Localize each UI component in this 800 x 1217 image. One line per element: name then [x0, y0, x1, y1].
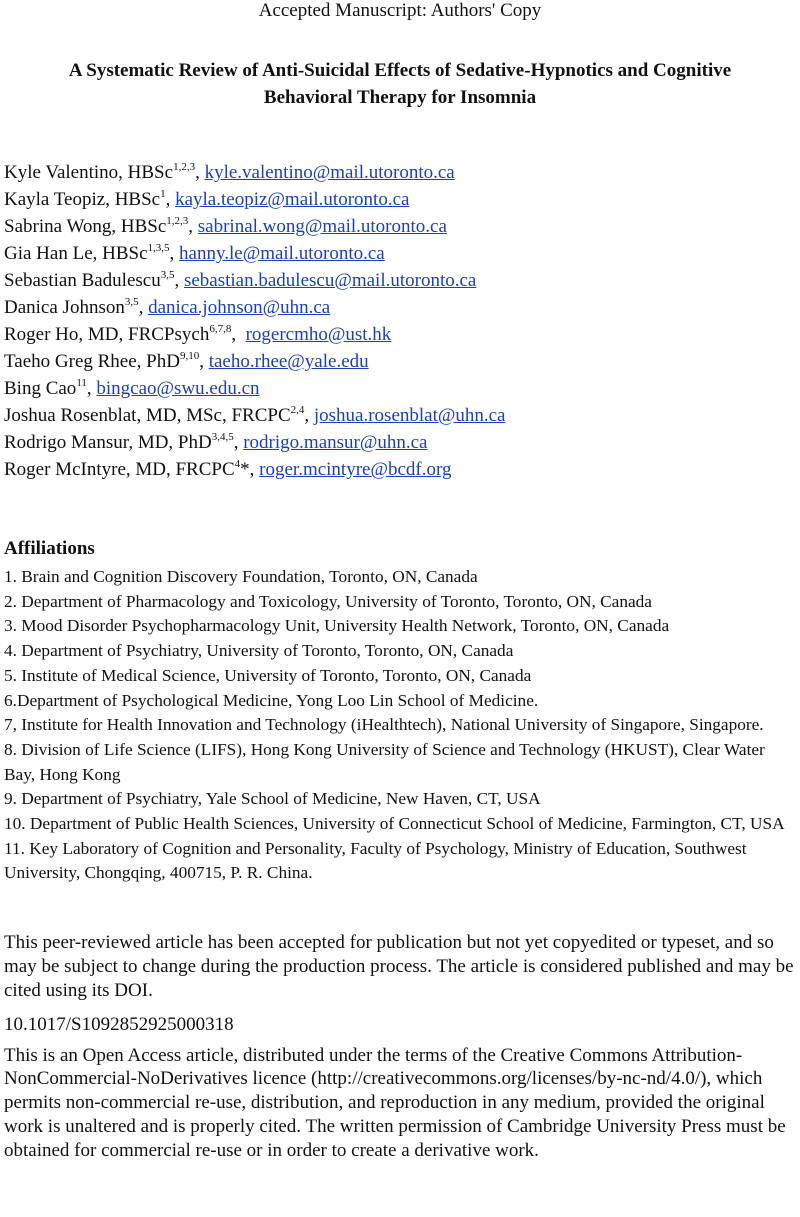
affiliation-item: 1. Brain and Cognition Discovery Foundation, Toronto, ON, Canada: [4, 567, 478, 586]
author-email-link[interactable]: kyle.valentino@mail.utoronto.ca: [204, 162, 455, 183]
author-affiliation-sup: 11: [76, 376, 87, 389]
author-entry: Kyle Valentino, HBSc$^{1,2,3}$, kyle.valentino@mail.utoronto.ca: [4, 160, 455, 183]
author-name: Kayla Teopiz, HBSc: [4, 189, 161, 210]
author-affiliation-sup: 9,10: [179, 349, 200, 362]
author-entry: Sabrina Wong, HBSc$^{1,2,3}$, sabrinal.wong@mail.utoronto.ca: [4, 214, 447, 237]
author-entry: Roger McIntyre, MD, FRCPC$^4$*, roger.mcintyre@bcdf.org: [4, 457, 452, 480]
author-name: Sabrina Wong, HBSc: [4, 216, 167, 237]
author-name: Roger Ho, MD, FRCPsych: [4, 324, 210, 345]
author-email-link[interactable]: roger.mcintyre@bcdf.org: [259, 459, 452, 480]
author-name: Joshua Rosenblat, MD, MSc, FRCPC: [4, 405, 291, 426]
affiliation-item: 2. Department of Pharmacology and Toxicology, University of Toronto, Toronto, ON, Canada: [4, 591, 652, 611]
author-email-link[interactable]: rodrigo.mansur@uhn.ca: [243, 432, 428, 453]
author-affiliation-sup: 3,4,5: [211, 430, 234, 443]
author-name: Taeho Greg Rhee, PhD: [4, 351, 180, 372]
author-email-link[interactable]: kayla.teopiz@mail.utoronto.ca: [175, 189, 410, 210]
author-list: [4, 159, 800, 483]
author-entry: Roger Ho, MD, FRCPsych$^{6,7,8}$, rogercmho@ust.hk: [4, 322, 392, 345]
license-statement: This is an Open Access article, distributed under the terms of the Creative Commons Attribution-NonCommercial-NoDerivatives licence (http://creativecommons.org/licenses/by-nc-nd/4.0/), which permits non-commercial re-use, distribution, and reproduction in any medium, provided the original work is unaltered and is properly cited. The written permission of Cambridge University Press must be obtained for commercial re-use or in order to create a derivative work.: [4, 1044, 786, 1161]
affiliation-item: 6.Department of Psychological Medicine, Yong Loo Lin School of Medicine.: [4, 690, 539, 710]
author-email-link[interactable]: danica.johnson@uhn.ca: [148, 297, 331, 318]
author-entry: Rodrigo Mansur, MD, PhD$^{3,4,5}$, rodrigo.mansur@uhn.ca: [4, 430, 428, 453]
author-name: Roger McIntyre, MD, FRCPC: [4, 459, 235, 480]
affiliation-item: 4. Department of Psychiatry, University of Toronto, Toronto, ON, Canada: [4, 641, 514, 661]
author-entry: Kayla Teopiz, HBSc$^1$, kayla.teopiz@mail.utoronto.ca: [4, 187, 410, 210]
author-name: Gia Han Le, HBSc: [4, 243, 148, 264]
author-entry: Danica Johnson$^{3,5}$, danica.johnson@uhn.ca: [4, 295, 331, 318]
affiliation-item: 5. Institute of Medical Science, University of Toronto, Toronto, ON, Canada: [4, 665, 532, 685]
author-affiliation-sup: 3,5: [124, 295, 139, 308]
affiliation-item: 9. Department of Psychiatry, Yale School of Medicine, New Haven, CT, USA: [4, 789, 541, 809]
affiliation-item: 3. Mood Disorder Psychopharmacology Unit, University Health Network, Toronto, ON, Canada: [4, 616, 670, 636]
article-title: [30, 57, 770, 111]
author-name: Danica Johnson: [4, 297, 125, 318]
running-header: Accepted Manuscript: Authors' Copy: [258, 0, 542, 21]
author-entry: Taeho Greg Rhee, PhD$^{9,10}$, taeho.rhee@yale.edu: [4, 349, 369, 372]
author-entry: Bing Cao$^{11}$, bingcao@swu.edu.cn: [4, 376, 260, 399]
author-affiliation-sup: 1: [160, 187, 166, 200]
author-email-link[interactable]: taeho.rhee@yale.edu: [208, 351, 369, 372]
doi-text: 10.1017/S1092852925000318: [4, 1013, 234, 1035]
author-name: Bing Cao: [4, 378, 77, 399]
author-entry: Sebastian Badulescu$^{3,5}$, sebastian.badulescu@mail.utoronto.ca: [4, 268, 477, 291]
author-affiliation-sup: 3,5: [160, 268, 175, 281]
article-title-line-1: A Systematic Review of Anti-Suicidal Effects of Sedative-Hypnotics and Cognitive: [68, 60, 732, 81]
affiliation-item: 10. Department of Public Health Sciences, University of Connecticut School of Medicine, Farmington, CT, USA: [4, 814, 785, 834]
affiliation-item: 11. Key Laboratory of Cognition and Personality, Faculty of Psychology, Ministry of Education, Southwest University, Chongqing, 400715, P. R. China.: [4, 838, 747, 883]
author-affiliation-sup: 4: [234, 457, 241, 470]
author-email-link[interactable]: bingcao@swu.edu.cn: [96, 378, 260, 399]
affiliation-item: 8. Division of Life Science (LIFS), Hong Kong University of Science and Technology (HKUST), Clear Water Bay, Hong Kong: [4, 739, 765, 784]
author-affiliation-sup: 1,3,5: [147, 241, 170, 254]
author-name: Rodrigo Mansur, MD, PhD: [4, 432, 212, 453]
author-email-link[interactable]: sabrinal.wong@mail.utoronto.ca: [197, 216, 447, 237]
author-email-link[interactable]: rogercmho@ust.hk: [245, 324, 392, 345]
author-affiliation-sup: 1,2,3: [166, 214, 189, 227]
affiliations-heading: Affiliations: [4, 538, 95, 559]
author-affiliation-sup: 1,2,3: [173, 160, 196, 173]
affiliations-list: [4, 565, 796, 886]
author-name: Kyle Valentino, HBSc: [4, 162, 174, 183]
author-entry: Joshua Rosenblat, MD, MSc, FRCPC$^{2,4}$, joshua.rosenblat@uhn.ca: [4, 403, 506, 426]
author-affiliation-sup: 6,7,8: [209, 322, 232, 335]
author-entry: Gia Han Le, HBSc$^{1,3,5}$, hanny.le@mail.utoronto.ca: [4, 241, 385, 264]
article-title-line-2: Behavioral Therapy for Insomnia: [263, 87, 537, 108]
acceptance-notice: This peer-reviewed article has been accepted for publication but not yet copyedited or typeset, and so may be subject to change during the production process. The article is considered published and may be cited using its DOI.: [4, 932, 794, 1001]
author-email-link[interactable]: sebastian.badulescu@mail.utoronto.ca: [183, 270, 477, 291]
affiliation-item: 7, Institute for Health Innovation and Technology (iHealthtech), National University of Singapore, Singapore.: [4, 715, 764, 735]
author-affiliation-sup: 2,4: [290, 403, 305, 416]
author-email-link[interactable]: hanny.le@mail.utoronto.ca: [179, 243, 385, 264]
author-name: Sebastian Badulescu: [4, 270, 161, 291]
author-email-link[interactable]: joshua.rosenblat@uhn.ca: [313, 405, 506, 426]
